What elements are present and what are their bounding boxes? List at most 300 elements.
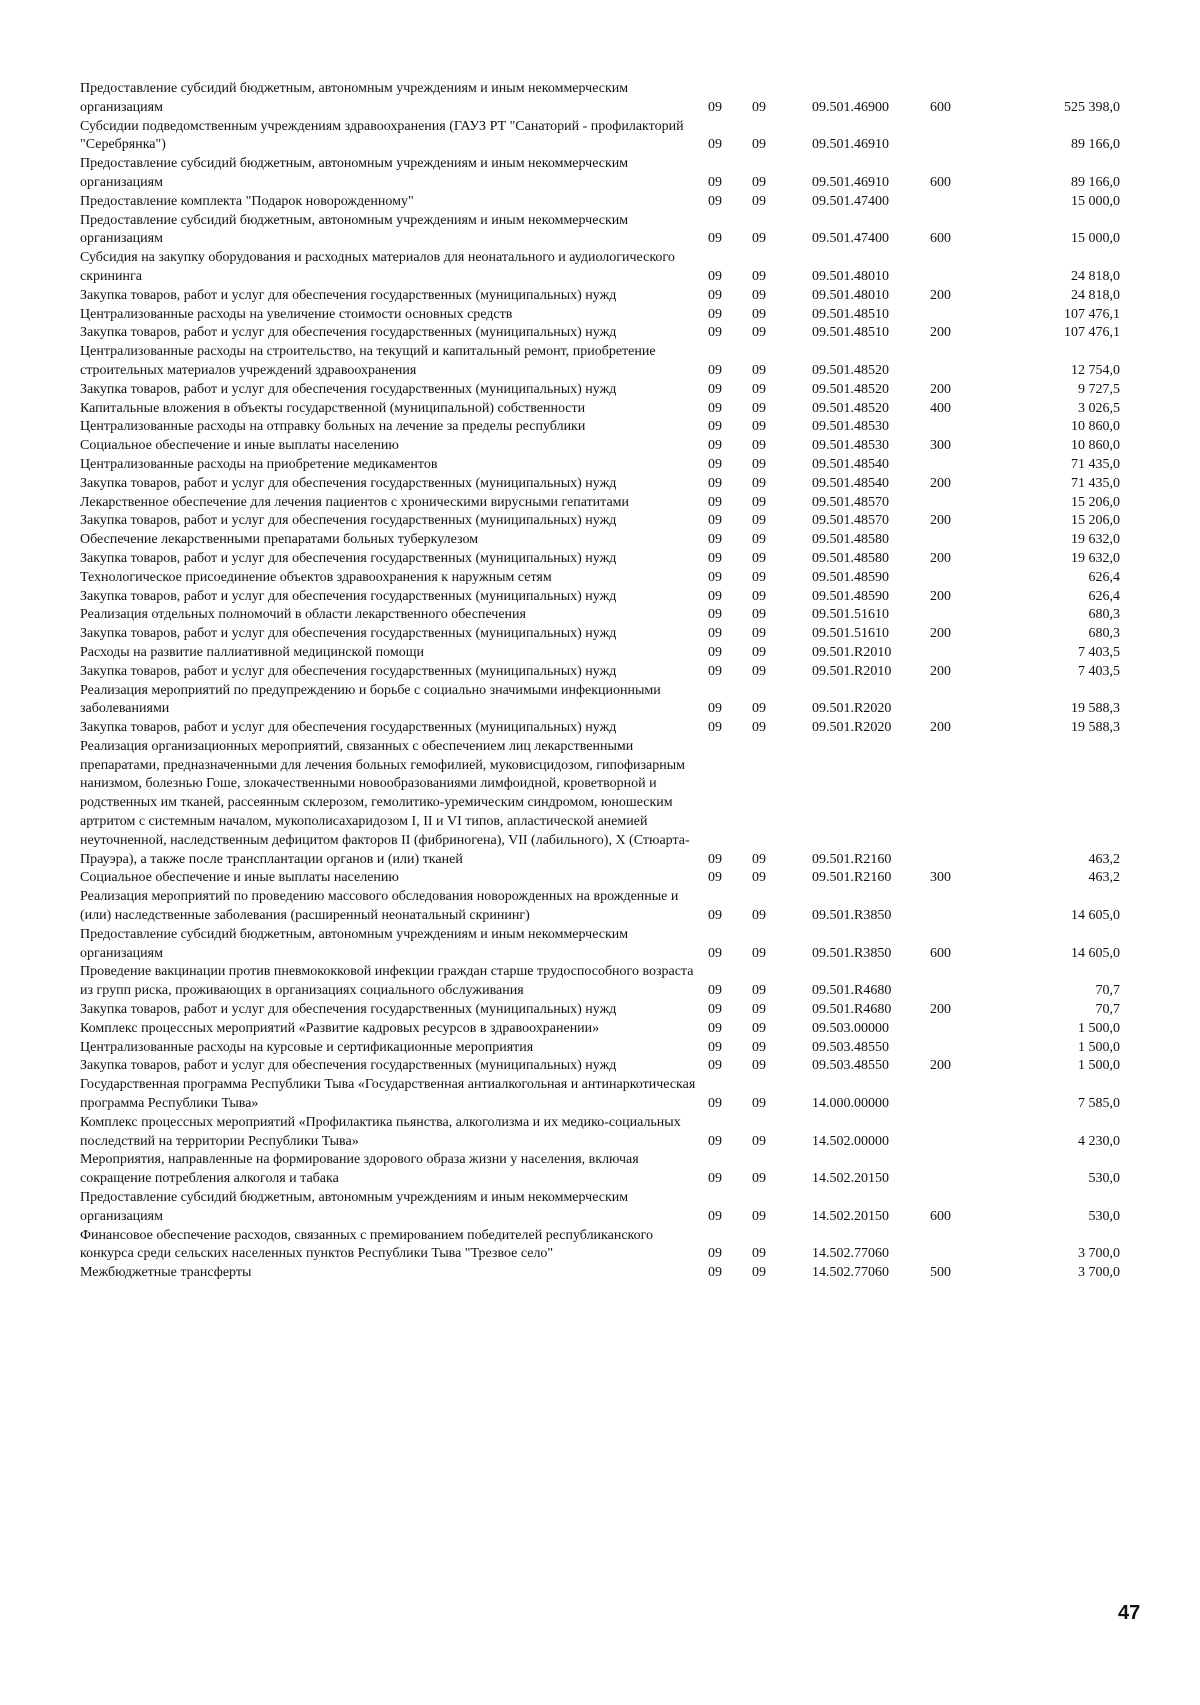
section-code-cell: 09 xyxy=(708,438,722,454)
expense-type-code-cell: 200 xyxy=(930,325,951,341)
section-code-cell: 09 xyxy=(708,362,722,378)
target-article-code-cell: 09.501.R2020 xyxy=(812,701,892,717)
subsection-code-cell: 09 xyxy=(752,1171,766,1187)
subsection-code-cell: 09 xyxy=(752,99,766,115)
amount-cell: 463,2 xyxy=(1088,870,1120,886)
section-code-cell: 09 xyxy=(708,644,722,660)
expense-type-code-cell: 200 xyxy=(930,588,951,604)
expense-name-cell: Государственная программа Республики Тыва «Государственная антиалкогольная и антинаркотическая программа Республики Тыва» xyxy=(80,1077,696,1112)
section-code-cell: 09 xyxy=(708,99,722,115)
target-article-code-cell: 09.501.R2160 xyxy=(812,851,892,867)
expense-name-cell: Закупка товаров, работ и услуг для обеспечения государственных (муниципальных) нужд xyxy=(80,1058,617,1074)
page-number: 47 xyxy=(1118,1602,1141,1624)
amount-cell: 70,7 xyxy=(1095,1002,1120,1018)
amount-cell: 71 435,0 xyxy=(1071,475,1120,491)
subsection-code-cell: 09 xyxy=(752,456,766,472)
table-row xyxy=(80,1001,1120,1020)
expense-type-code-cell xyxy=(930,644,990,663)
table-row xyxy=(80,306,1120,325)
target-article-code-cell: 09.501.47400 xyxy=(812,231,889,247)
expense-name-cell: Капитальные вложения в объекты государственной (муниципальной) собственности xyxy=(80,400,586,416)
table-row xyxy=(80,155,1120,193)
expense-type-code-cell xyxy=(930,456,990,475)
expense-name-cell: Расходы на развитие паллиативной медицинской помощи xyxy=(80,644,424,660)
section-code-cell: 09 xyxy=(708,193,722,209)
amount-cell: 3 700,0 xyxy=(1078,1246,1120,1262)
section-code-cell: 09 xyxy=(708,908,722,924)
target-article-code-cell: 09.501.48570 xyxy=(812,494,889,510)
expense-type-code-cell xyxy=(930,1020,990,1039)
subsection-code-cell: 09 xyxy=(752,1039,766,1055)
section-code-cell: 09 xyxy=(708,945,722,961)
target-article-code-cell: 09.501.R3850 xyxy=(812,945,892,961)
table-row xyxy=(80,1151,1120,1189)
expense-type-code-cell: 200 xyxy=(930,550,951,566)
subsection-code-cell: 09 xyxy=(752,438,766,454)
subsection-code-cell: 09 xyxy=(752,231,766,247)
expense-type-code-cell: 200 xyxy=(930,287,951,303)
table-row xyxy=(80,1039,1120,1058)
target-article-code-cell: 09.503.48550 xyxy=(812,1058,889,1074)
expense-name-cell: Социальное обеспечение и иные выплаты населению xyxy=(80,870,399,886)
section-code-cell: 09 xyxy=(708,325,722,341)
expense-name-cell: Закупка товаров, работ и услуг для обеспечения государственных (муниципальных) нужд xyxy=(80,550,617,566)
expense-type-code-cell xyxy=(930,306,990,325)
expense-name-cell: Закупка товаров, работ и услуг для обеспечения государственных (муниципальных) нужд xyxy=(80,1002,617,1018)
amount-cell: 107 476,1 xyxy=(1064,325,1120,341)
table-row xyxy=(80,80,1120,118)
amount-cell: 14 605,0 xyxy=(1071,908,1120,924)
target-article-code-cell: 09.501.48590 xyxy=(812,569,889,585)
expense-type-code-cell: 200 xyxy=(930,1058,951,1074)
expense-type-code-cell: 200 xyxy=(930,720,951,736)
table-row xyxy=(80,888,1120,926)
subsection-code-cell: 09 xyxy=(752,325,766,341)
amount-cell: 19 588,3 xyxy=(1071,720,1120,736)
expense-name-cell: Предоставление субсидий бюджетным, автономным учреждениям и иным некоммерческим организациям xyxy=(80,212,629,247)
table-row xyxy=(80,249,1120,287)
table-row xyxy=(80,193,1120,212)
subsection-code-cell: 09 xyxy=(752,400,766,416)
target-article-code-cell: 09.501.48580 xyxy=(812,532,889,548)
target-article-code-cell: 09.501.48530 xyxy=(812,419,889,435)
section-code-cell: 09 xyxy=(708,701,722,717)
subsection-code-cell: 09 xyxy=(752,137,766,153)
section-code-cell: 09 xyxy=(708,1265,722,1281)
table-row xyxy=(80,1114,1120,1152)
expense-name-cell: Социальное обеспечение и иные выплаты населению xyxy=(80,438,399,454)
section-code-cell: 09 xyxy=(708,550,722,566)
table-row xyxy=(80,494,1120,513)
target-article-code-cell: 09.501.R2160 xyxy=(812,870,892,886)
table-row xyxy=(80,606,1120,625)
subsection-code-cell: 09 xyxy=(752,870,766,886)
section-code-cell: 09 xyxy=(708,720,722,736)
expense-name-cell: Финансовое обеспечение расходов, связанных с премированием победителей республиканского конкурса среди сельских населенных пунктов Республики Тыва "Трезвое село" xyxy=(80,1227,654,1262)
expense-name-cell: Комплекс процессных мероприятий «Развитие кадровых ресурсов в здравоохранении» xyxy=(80,1020,600,1036)
section-code-cell: 09 xyxy=(708,400,722,416)
table-row xyxy=(80,719,1120,738)
expense-type-code-cell: 300 xyxy=(930,870,951,886)
budget-table xyxy=(80,80,1120,1283)
subsection-code-cell: 09 xyxy=(752,1096,766,1112)
expense-type-code-cell xyxy=(930,682,990,720)
subsection-code-cell: 09 xyxy=(752,381,766,397)
section-code-cell: 09 xyxy=(708,306,722,322)
expense-name-cell: Закупка товаров, работ и услуг для обеспечения государственных (муниципальных) нужд xyxy=(80,475,617,491)
expense-type-code-cell xyxy=(930,606,990,625)
expense-name-cell: Закупка товаров, работ и услуг для обеспечения государственных (муниципальных) нужд xyxy=(80,588,617,604)
amount-cell: 530,0 xyxy=(1088,1208,1120,1224)
table-row xyxy=(80,550,1120,569)
target-article-code-cell: 09.501.R3850 xyxy=(812,908,892,924)
expense-name-cell: Технологическое присоединение объектов здравоохранения к наружным сетям xyxy=(80,569,552,585)
target-article-code-cell: 09.501.R4680 xyxy=(812,983,892,999)
amount-cell: 7 585,0 xyxy=(1078,1096,1120,1112)
expense-type-code-cell: 600 xyxy=(930,99,951,115)
expense-name-cell: Предоставление комплекта "Подарок новорожденному" xyxy=(80,193,414,209)
target-article-code-cell: 09.501.R2010 xyxy=(812,663,892,679)
table-row xyxy=(80,343,1120,381)
amount-cell: 1 500,0 xyxy=(1078,1039,1120,1055)
expense-name-cell: Централизованные расходы на приобретение медикаментов xyxy=(80,456,438,472)
subsection-code-cell: 09 xyxy=(752,306,766,322)
expense-name-cell: Предоставление субсидий бюджетным, автономным учреждениям и иным некоммерческим организациям xyxy=(80,81,629,115)
target-article-code-cell: 14.502.20150 xyxy=(812,1171,889,1187)
subsection-code-cell: 09 xyxy=(752,475,766,491)
expense-type-code-cell xyxy=(930,343,990,381)
expense-name-cell: Межбюджетные трансферты xyxy=(80,1265,252,1281)
expense-type-code-cell xyxy=(930,118,990,156)
amount-cell: 463,2 xyxy=(1088,851,1120,867)
target-article-code-cell: 09.501.48010 xyxy=(812,287,889,303)
section-code-cell: 09 xyxy=(708,494,722,510)
target-article-code-cell: 14.502.77060 xyxy=(812,1246,889,1262)
amount-cell: 107 476,1 xyxy=(1064,306,1120,322)
expense-type-code-cell xyxy=(930,1227,990,1265)
target-article-code-cell: 09.503.00000 xyxy=(812,1020,889,1036)
target-article-code-cell: 09.501.48570 xyxy=(812,513,889,529)
subsection-code-cell: 09 xyxy=(752,550,766,566)
expense-type-code-cell xyxy=(930,249,990,287)
table-row xyxy=(80,625,1120,644)
expense-name-cell: Проведение вакцинации против пневмококковой инфекции граждан старше трудоспособного возраста из групп риска, проживающих в организациях социального обслуживания xyxy=(80,964,694,999)
target-article-code-cell: 09.501.R2020 xyxy=(812,720,892,736)
section-code-cell: 09 xyxy=(708,174,722,190)
table-row xyxy=(80,475,1120,494)
subsection-code-cell: 09 xyxy=(752,419,766,435)
amount-cell: 626,4 xyxy=(1088,569,1120,585)
amount-cell: 1 500,0 xyxy=(1078,1058,1120,1074)
section-code-cell: 09 xyxy=(708,268,722,284)
expense-type-code-cell: 600 xyxy=(930,231,951,247)
amount-cell: 10 860,0 xyxy=(1071,419,1120,435)
table-row xyxy=(80,400,1120,419)
amount-cell: 19 632,0 xyxy=(1071,550,1120,566)
section-code-cell: 09 xyxy=(708,588,722,604)
subsection-code-cell: 09 xyxy=(752,983,766,999)
expense-name-cell: Реализация мероприятий по проведению массового обследования новорожденных на врожденные и (или) наследственные заболевания (расширенный неонатальный скрининг) xyxy=(80,889,679,924)
subsection-code-cell: 09 xyxy=(752,644,766,660)
subsection-code-cell: 09 xyxy=(752,1020,766,1036)
table-row xyxy=(80,1264,1120,1283)
section-code-cell: 09 xyxy=(708,1002,722,1018)
expense-type-code-cell: 200 xyxy=(930,475,951,491)
amount-cell: 3 026,5 xyxy=(1078,400,1120,416)
expense-type-code-cell xyxy=(930,193,990,212)
section-code-cell: 09 xyxy=(708,1171,722,1187)
section-code-cell: 09 xyxy=(708,569,722,585)
section-code-cell: 09 xyxy=(708,1058,722,1074)
section-code-cell: 09 xyxy=(708,419,722,435)
expense-type-code-cell xyxy=(930,418,990,437)
target-article-code-cell: 09.501.48540 xyxy=(812,475,889,491)
subsection-code-cell: 09 xyxy=(752,287,766,303)
target-article-code-cell: 09.501.48510 xyxy=(812,306,889,322)
expense-name-cell: Субсидии подведомственным учреждениям здравоохранения (ГАУЗ РТ "Санаторий - профилакторий "Серебрянка") xyxy=(80,118,684,153)
expense-name-cell: Комплекс процессных мероприятий «Профилактика пьянства, алкоголизма и их медико-социальных последствий на территории Республики Тыва» xyxy=(80,1114,681,1149)
amount-cell: 24 818,0 xyxy=(1071,268,1120,284)
expense-type-code-cell: 200 xyxy=(930,1002,951,1018)
amount-cell: 19 632,0 xyxy=(1071,532,1120,548)
section-code-cell: 09 xyxy=(708,532,722,548)
expense-name-cell: Закупка товаров, работ и услуг для обеспечения государственных (муниципальных) нужд xyxy=(80,325,617,341)
subsection-code-cell: 09 xyxy=(752,569,766,585)
table-row xyxy=(80,963,1120,1001)
expense-name-cell: Закупка товаров, работ и услуг для обеспечения государственных (муниципальных) нужд xyxy=(80,287,617,303)
target-article-code-cell: 09.501.51610 xyxy=(812,626,889,642)
table-row xyxy=(80,212,1120,250)
target-article-code-cell: 14.502.20150 xyxy=(812,1208,889,1224)
target-article-code-cell: 09.501.48510 xyxy=(812,325,889,341)
table-row xyxy=(80,437,1120,456)
subsection-code-cell: 09 xyxy=(752,945,766,961)
amount-cell: 7 403,5 xyxy=(1078,663,1120,679)
section-code-cell: 09 xyxy=(708,1039,722,1055)
amount-cell: 14 605,0 xyxy=(1071,945,1120,961)
section-code-cell: 09 xyxy=(708,137,722,153)
expense-type-code-cell xyxy=(930,531,990,550)
section-code-cell: 09 xyxy=(708,231,722,247)
expense-type-code-cell: 400 xyxy=(930,400,951,416)
budget-table-body xyxy=(80,80,1120,1283)
subsection-code-cell: 09 xyxy=(752,607,766,623)
table-row xyxy=(80,324,1120,343)
expense-name-cell: Субсидия на закупку оборудования и расходных материалов для неонатального и аудиологического скрининга xyxy=(80,250,675,284)
amount-cell: 626,4 xyxy=(1088,588,1120,604)
subsection-code-cell: 09 xyxy=(752,588,766,604)
target-article-code-cell: 14.502.00000 xyxy=(812,1133,889,1149)
section-code-cell: 09 xyxy=(708,1246,722,1262)
table-row xyxy=(80,738,1120,870)
target-article-code-cell: 14.000.00000 xyxy=(812,1096,889,1112)
target-article-code-cell: 09.501.48010 xyxy=(812,268,889,284)
amount-cell: 89 166,0 xyxy=(1071,174,1120,190)
section-code-cell: 09 xyxy=(708,983,722,999)
subsection-code-cell: 09 xyxy=(752,513,766,529)
table-row xyxy=(80,287,1120,306)
target-article-code-cell: 09.501.48530 xyxy=(812,438,889,454)
amount-cell: 1 500,0 xyxy=(1078,1020,1120,1036)
expense-type-code-cell: 200 xyxy=(930,626,951,642)
section-code-cell: 09 xyxy=(708,851,722,867)
target-article-code-cell: 09.501.R4680 xyxy=(812,1002,892,1018)
section-code-cell: 09 xyxy=(708,287,722,303)
expense-type-code-cell xyxy=(930,494,990,513)
table-row xyxy=(80,531,1120,550)
target-article-code-cell: 09.501.51610 xyxy=(812,607,889,623)
table-row xyxy=(80,926,1120,964)
expense-type-code-cell: 600 xyxy=(930,1208,951,1224)
section-code-cell: 09 xyxy=(708,626,722,642)
subsection-code-cell: 09 xyxy=(752,1265,766,1281)
expense-name-cell: Централизованные расходы на увеличение стоимости основных средств xyxy=(80,306,513,322)
amount-cell: 680,3 xyxy=(1088,626,1120,642)
amount-cell: 15 206,0 xyxy=(1071,494,1120,510)
target-article-code-cell: 09.501.46910 xyxy=(812,137,889,153)
amount-cell: 680,3 xyxy=(1088,607,1120,623)
expense-type-code-cell: 200 xyxy=(930,381,951,397)
expense-name-cell: Закупка товаров, работ и услуг для обеспечения государственных (муниципальных) нужд xyxy=(80,626,617,642)
expense-name-cell: Реализация отдельных полномочий в области лекарственного обеспечения xyxy=(80,607,526,623)
section-code-cell: 09 xyxy=(708,475,722,491)
subsection-code-cell: 09 xyxy=(752,1208,766,1224)
amount-cell: 15 206,0 xyxy=(1071,513,1120,529)
expense-name-cell: Закупка товаров, работ и услуг для обеспечения государственных (муниципальных) нужд xyxy=(80,513,617,529)
table-row xyxy=(80,869,1120,888)
table-row xyxy=(80,1227,1120,1265)
table-row xyxy=(80,118,1120,156)
expense-name-cell: Предоставление субсидий бюджетным, автономным учреждениям и иным некоммерческим организациям xyxy=(80,156,629,190)
expense-name-cell: Обеспечение лекарственными препаратами больных туберкулезом xyxy=(80,532,479,548)
subsection-code-cell: 09 xyxy=(752,851,766,867)
target-article-code-cell: 09.501.48520 xyxy=(812,400,889,416)
expense-name-cell: Централизованные расходы на отправку больных на лечение за пределы республики xyxy=(80,419,586,435)
expense-name-cell: Закупка товаров, работ и услуг для обеспечения государственных (муниципальных) нужд xyxy=(80,720,617,736)
subsection-code-cell: 09 xyxy=(752,174,766,190)
expense-name-cell: Реализация организационных мероприятий, связанных с обеспечением лиц лекарственными препаратами, предназначенными для лечения больных гемофилией, муковисцидозом, гипофизарным нанизмом, болезнью Гоше, злокачественными новообразованиями лимфоидной, кроветворной и родственных им тканей, рассеянным склерозом, гемолитико-уремическим синдромом, юношеским артритом с системным началом, мукополисахаридозом I, II и VI типов, апластической анемией неуточненной, наследственным дефицитом факторов II (фибриногена), VII (лабильного), X (Стюарта-Прауэра), а также после трансплантации органов и (или) тканей xyxy=(80,738,690,867)
subsection-code-cell: 09 xyxy=(752,626,766,642)
expense-type-code-cell xyxy=(930,888,990,926)
expense-name-cell: Централизованные расходы на курсовые и сертификационные мероприятия xyxy=(80,1039,534,1055)
expense-type-code-cell xyxy=(930,1114,990,1152)
expense-type-code-cell xyxy=(930,738,990,870)
table-row xyxy=(80,663,1120,682)
subsection-code-cell: 09 xyxy=(752,1002,766,1018)
expense-type-code-cell: 600 xyxy=(930,174,951,190)
target-article-code-cell: 09.501.48580 xyxy=(812,550,889,566)
section-code-cell: 09 xyxy=(708,1020,722,1036)
target-article-code-cell: 14.502.77060 xyxy=(812,1265,889,1281)
table-row xyxy=(80,569,1120,588)
amount-cell: 24 818,0 xyxy=(1071,287,1120,303)
amount-cell: 525 398,0 xyxy=(1064,99,1120,115)
section-code-cell: 09 xyxy=(708,381,722,397)
table-row xyxy=(80,456,1120,475)
amount-cell: 71 435,0 xyxy=(1071,456,1120,472)
amount-cell: 70,7 xyxy=(1095,983,1120,999)
subsection-code-cell: 09 xyxy=(752,532,766,548)
amount-cell: 89 166,0 xyxy=(1071,137,1120,153)
amount-cell: 4 230,0 xyxy=(1078,1133,1120,1149)
expense-type-code-cell xyxy=(930,963,990,1001)
table-row xyxy=(80,644,1120,663)
table-row xyxy=(80,1189,1120,1227)
subsection-code-cell: 09 xyxy=(752,193,766,209)
section-code-cell: 09 xyxy=(708,607,722,623)
subsection-code-cell: 09 xyxy=(752,268,766,284)
table-row xyxy=(80,418,1120,437)
subsection-code-cell: 09 xyxy=(752,1058,766,1074)
expense-name-cell: Реализация мероприятий по предупреждению и борьбе с социально значимыми инфекционными заболеваниями xyxy=(80,682,661,717)
expense-name-cell: Мероприятия, направленные на формирование здорового образа жизни у населения, включая сокращение потребления алкоголя и табака xyxy=(80,1152,639,1187)
expense-name-cell: Закупка товаров, работ и услуг для обеспечения государственных (муниципальных) нужд xyxy=(80,381,617,397)
expense-type-code-cell xyxy=(930,1039,990,1058)
amount-cell: 15 000,0 xyxy=(1071,193,1120,209)
table-row xyxy=(80,588,1120,607)
subsection-code-cell: 09 xyxy=(752,362,766,378)
subsection-code-cell: 09 xyxy=(752,1133,766,1149)
expense-type-code-cell: 500 xyxy=(930,1265,951,1281)
subsection-code-cell: 09 xyxy=(752,908,766,924)
amount-cell: 19 588,3 xyxy=(1071,701,1120,717)
amount-cell: 10 860,0 xyxy=(1071,438,1120,454)
table-row xyxy=(80,1076,1120,1114)
amount-cell: 12 754,0 xyxy=(1071,362,1120,378)
expense-type-code-cell: 200 xyxy=(930,663,951,679)
subsection-code-cell: 09 xyxy=(752,1246,766,1262)
amount-cell: 7 403,5 xyxy=(1078,644,1120,660)
target-article-code-cell: 09.501.48520 xyxy=(812,362,889,378)
expense-type-code-cell: 600 xyxy=(930,945,951,961)
target-article-code-cell: 09.501.48520 xyxy=(812,381,889,397)
amount-cell: 3 700,0 xyxy=(1078,1265,1120,1281)
target-article-code-cell: 09.501.48590 xyxy=(812,588,889,604)
target-article-code-cell: 09.501.46910 xyxy=(812,174,889,190)
section-code-cell: 09 xyxy=(708,1208,722,1224)
section-code-cell: 09 xyxy=(708,1133,722,1149)
target-article-code-cell: 09.501.46900 xyxy=(812,99,889,115)
target-article-code-cell: 09.501.48540 xyxy=(812,456,889,472)
subsection-code-cell: 09 xyxy=(752,663,766,679)
amount-cell: 9 727,5 xyxy=(1078,381,1120,397)
target-article-code-cell: 09.501.47400 xyxy=(812,193,889,209)
section-code-cell: 09 xyxy=(708,663,722,679)
expense-type-code-cell xyxy=(930,1076,990,1114)
section-code-cell: 09 xyxy=(708,870,722,886)
expense-name-cell: Предоставление субсидий бюджетным, автономным учреждениям и иным некоммерческим организациям xyxy=(80,1190,629,1224)
expense-name-cell: Предоставление субсидий бюджетным, автономным учреждениям и иным некоммерческим организациям xyxy=(80,926,629,961)
expense-type-code-cell xyxy=(930,1151,990,1189)
subsection-code-cell: 09 xyxy=(752,701,766,717)
section-code-cell: 09 xyxy=(708,1096,722,1112)
expense-name-cell: Лекарственное обеспечение для лечения пациентов с хроническими вирусными гепатитами xyxy=(80,494,630,510)
table-row xyxy=(80,1020,1120,1039)
expense-type-code-cell: 200 xyxy=(930,513,951,529)
subsection-code-cell: 09 xyxy=(752,494,766,510)
table-row xyxy=(80,682,1120,720)
amount-cell: 530,0 xyxy=(1088,1171,1120,1187)
amount-cell: 15 000,0 xyxy=(1071,231,1120,247)
section-code-cell: 09 xyxy=(708,513,722,529)
table-row xyxy=(80,512,1120,531)
expense-name-cell: Централизованные расходы на строительство, на текущий и капитальный ремонт, приобретение строительных материалов учреждений здравоохранения xyxy=(80,344,656,378)
subsection-code-cell: 09 xyxy=(752,720,766,736)
expense-name-cell: Закупка товаров, работ и услуг для обеспечения государственных (муниципальных) нужд xyxy=(80,663,617,679)
expense-type-code-cell xyxy=(930,569,990,588)
target-article-code-cell: 09.503.48550 xyxy=(812,1039,889,1055)
expense-type-code-cell: 300 xyxy=(930,438,951,454)
